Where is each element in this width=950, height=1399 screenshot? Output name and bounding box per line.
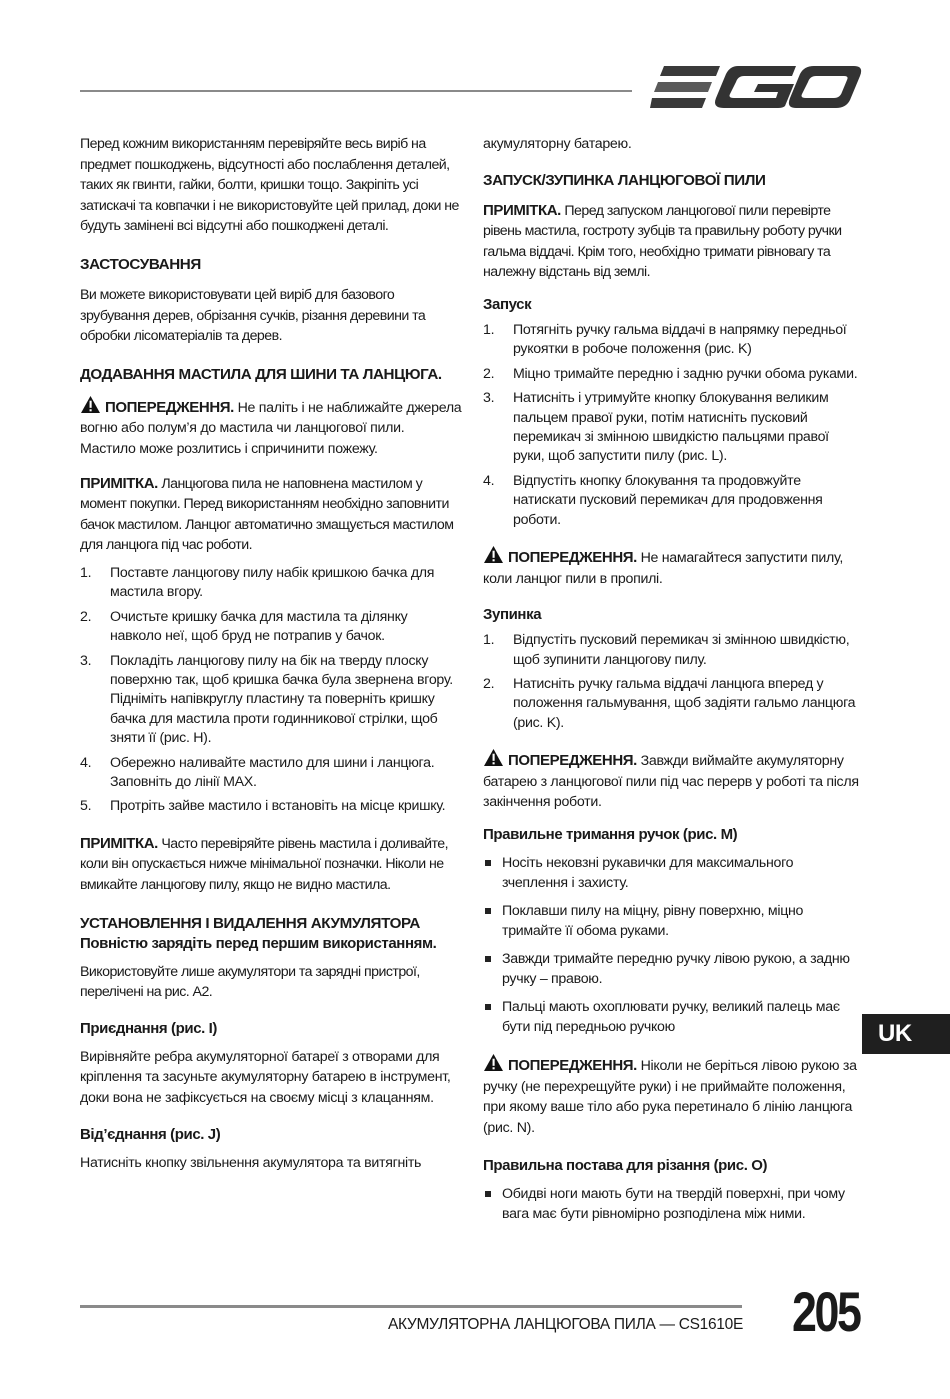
stop-steps-list	[483, 631, 861, 733]
warning-triangle-icon	[483, 748, 504, 767]
start-warning	[483, 545, 861, 589]
warning-text: Не намагайтеся запустити пилу, коли ланцюг пили в пропилі.	[483, 550, 844, 587]
grip-heading: Правильне тримання ручок (рис. M)	[483, 826, 738, 844]
warning-text: Ніколи не беріться лівою рукою за ручку (не перехрещуйте руки) і не приймайте положення, при якому ваше тіло або рука перетинало б лінію ланцюга (рис. N).	[483, 1058, 857, 1136]
left-column	[80, 134, 462, 1173]
list-item: 5. Протріть зайве мастило і встановіть на місце кришку.	[80, 798, 446, 815]
warning-label: ПОПЕРЕДЖЕННЯ.	[508, 752, 637, 770]
grip-bullets-list	[483, 853, 861, 1037]
header-rule	[80, 90, 632, 92]
warning-text: Не паліть і не наближайте джерела вогню або полум’я до мастила чи ланцюгової пили. Мастило може розлитись і спричинити пожежу.	[80, 399, 462, 457]
ego-logo	[650, 62, 862, 112]
start-stop-heading: ЗАПУСК/ЗУПИНКА ЛАНЦЮГОВОЇ ПИЛИ	[483, 171, 766, 189]
list-item: Обидві ноги мають бути на твердій поверхні, при чому вага має бути рівномірно розподілена між ними.	[483, 1184, 861, 1224]
oil-warning	[80, 395, 462, 460]
start-steps-list	[483, 321, 861, 530]
footer-title: АКУМУЛЯТОРНА ЛАНЦЮГОВА ПИЛА — CS1610E	[387, 1316, 743, 1333]
list-item: 4. Відпустіть кнопку блокування та продовжуйте натискати пусковий перемикач для продовження роботи.	[483, 472, 823, 528]
detach-heading: Від’єднання (рис. J)	[80, 1125, 221, 1143]
start-note	[483, 201, 861, 283]
warning-label: ПОПЕРЕДЖЕННЯ.	[508, 549, 637, 567]
battery-heading: УСТАНОВЛЕННЯ І ВИДАЛЕННЯ АКУМУЛЯТОРА	[80, 914, 420, 932]
stop-warning	[483, 748, 861, 813]
right-column	[483, 134, 861, 1232]
warning-triangle-icon	[80, 395, 101, 414]
list-item: 2. Очистьте кришку бачка для мастила та ділянку навколо неї, щоб бруд не потрапив у бачок.	[80, 608, 408, 645]
warning-text: Завжди виймайте акумуляторну батарею з ланцюгової пили під час перерв у роботі та після закінчення роботи.	[483, 753, 859, 811]
language-tab: UK	[862, 1014, 950, 1054]
oil-steps-list	[80, 564, 462, 817]
warning-label: ПОПЕРЕДЖЕННЯ.	[508, 1057, 637, 1075]
battery-paragraph: Використовуйте лише акумулятори та зарядні пристрої, перелічені на рис. A2.	[80, 963, 420, 1001]
note-label: ПРИМІТКА.	[483, 201, 561, 219]
footer-rule	[80, 1305, 742, 1308]
oil-note	[80, 474, 462, 556]
list-item: 2. Міцно тримайте передню і задню ручки обома руками.	[483, 365, 858, 382]
note-text: Перед запуском ланцюгової пили перевірте рівень мастила, гостроту зубців та правильну роботу ручки гальма віддачі. Крім того, необхідно тримати рівновагу та належну відстань від землі.	[483, 202, 842, 281]
attach-paragraph: Вирівняйте ребра акумуляторної батареї з отворами для кріплення та засуньте акумуляторну батарею в інструмент, доки вона не зафіксується на своєму місці з клацанням.	[80, 1048, 451, 1106]
note-text: Часто перевіряйте рівень мастила і доливайте, коли він опускається нижче мінімальної позначки. Ніколи не вмикайте ланцюгову пилу, якщо не видно мастила.	[80, 835, 449, 893]
list-item: Пальці мають охоплювати ручку, великий палець має бути під передньою ручкою	[483, 997, 861, 1037]
stop-heading: Зупинка	[483, 606, 542, 624]
stance-bullets-list	[483, 1184, 861, 1224]
detach-paragraph-cont: акумуляторну батарею.	[483, 136, 632, 152]
warning-triangle-icon	[483, 545, 504, 564]
list-item: Завжди тримайте передню ручку лівою рукою, а задню ручку – правою.	[483, 949, 861, 989]
note-text: Ланцюгова пила не наповнена мастилом у момент покупки. Перед використанням необхідно заповнити бачок мастилом. Ланцюг автоматично змащується мастилом для ланцюга під час роботи.	[80, 475, 454, 554]
list-item: 4. Обережно наливайте мастило для шини і ланцюга. Заповніть до лінії MAX.	[80, 754, 435, 790]
application-paragraph: Ви можете використовувати цей виріб для базового зрубування дерев, обрізання сучків, різання деревини та обробки лісоматеріалів та дерев.	[80, 286, 426, 345]
battery-subheading: Повністю зарядіть перед першим використанням.	[80, 934, 437, 952]
page-number: 205	[792, 1280, 860, 1343]
list-item: 3. Натисніть і утримуйте кнопку блокування великим пальцем правої руки, потім натисніть пусковий перемикач зі змінною швидкістю пальцями правої руки, щоб запустити пилу (рис. L).	[483, 390, 829, 465]
list-item: Носіть нековзні рукавички для максимального зчеплення і захисту.	[483, 853, 861, 893]
start-heading: Запуск	[483, 295, 532, 313]
note-label: ПРИМІТКА.	[80, 834, 158, 852]
oil-heading: ДОДАВАННЯ МАСТИЛА ДЛЯ ШИНИ ТА ЛАНЦЮГА.	[80, 365, 442, 383]
stance-heading: Правильна постава для різання (рис. O)	[483, 1157, 768, 1175]
grip-warning	[483, 1053, 861, 1138]
detach-paragraph: Натисніть кнопку звільнення акумулятора та витягніть	[80, 1154, 422, 1171]
note-label: ПРИМІТКА.	[80, 474, 158, 492]
warning-triangle-icon	[483, 1053, 504, 1072]
list-item: 2. Натисніть ручку гальма віддачі ланцюга вперед у положення гальмування, щоб задіяти гальмо ланцюга (рис. K).	[483, 676, 856, 731]
application-heading: ЗАСТОСУВАННЯ	[80, 255, 201, 273]
oil-note-2	[80, 834, 462, 896]
intro-paragraph: Перед кожним використанням перевіряйте весь виріб на предмет пошкоджень, відсутності або послаблення деталей, таких як гвинти, гайки, болти, кришки тощо. Закріпіть усі затискачі та ковпачки і не використовуйте цей прилад, доки не будуть замінені всі відсутні або пошкоджені деталі.	[80, 136, 459, 235]
list-item: 1. Поставте ланцюгову пилу набік кришкою бачка для мастила вгору.	[80, 564, 435, 601]
list-item: 1. Потягніть ручку гальма віддачі в напрямку передньої рукоятки в робоче положення (рис. K)	[483, 321, 847, 358]
list-item: Поклавши пилу на міцну, рівну поверхню, міцно тримайте її обома руками.	[483, 901, 861, 941]
attach-heading: Приєднання (рис. I)	[80, 1019, 218, 1037]
list-item: 1. Відпустіть пусковий перемикач зі змінною швидкістю, щоб зупинити ланцюгову пилу.	[483, 632, 850, 668]
list-item: 3. Покладіть ланцюгову пилу на бік на тверду плоску поверхню так, щоб кришка бачка була звернена вгору. Підніміть напівкруглу пластину та поверніть кришку бачка для мастила проти годинникової стрілки, щоб зняти її (рис. H).	[80, 652, 453, 747]
warning-label: ПОПЕРЕДЖЕННЯ.	[105, 398, 234, 416]
